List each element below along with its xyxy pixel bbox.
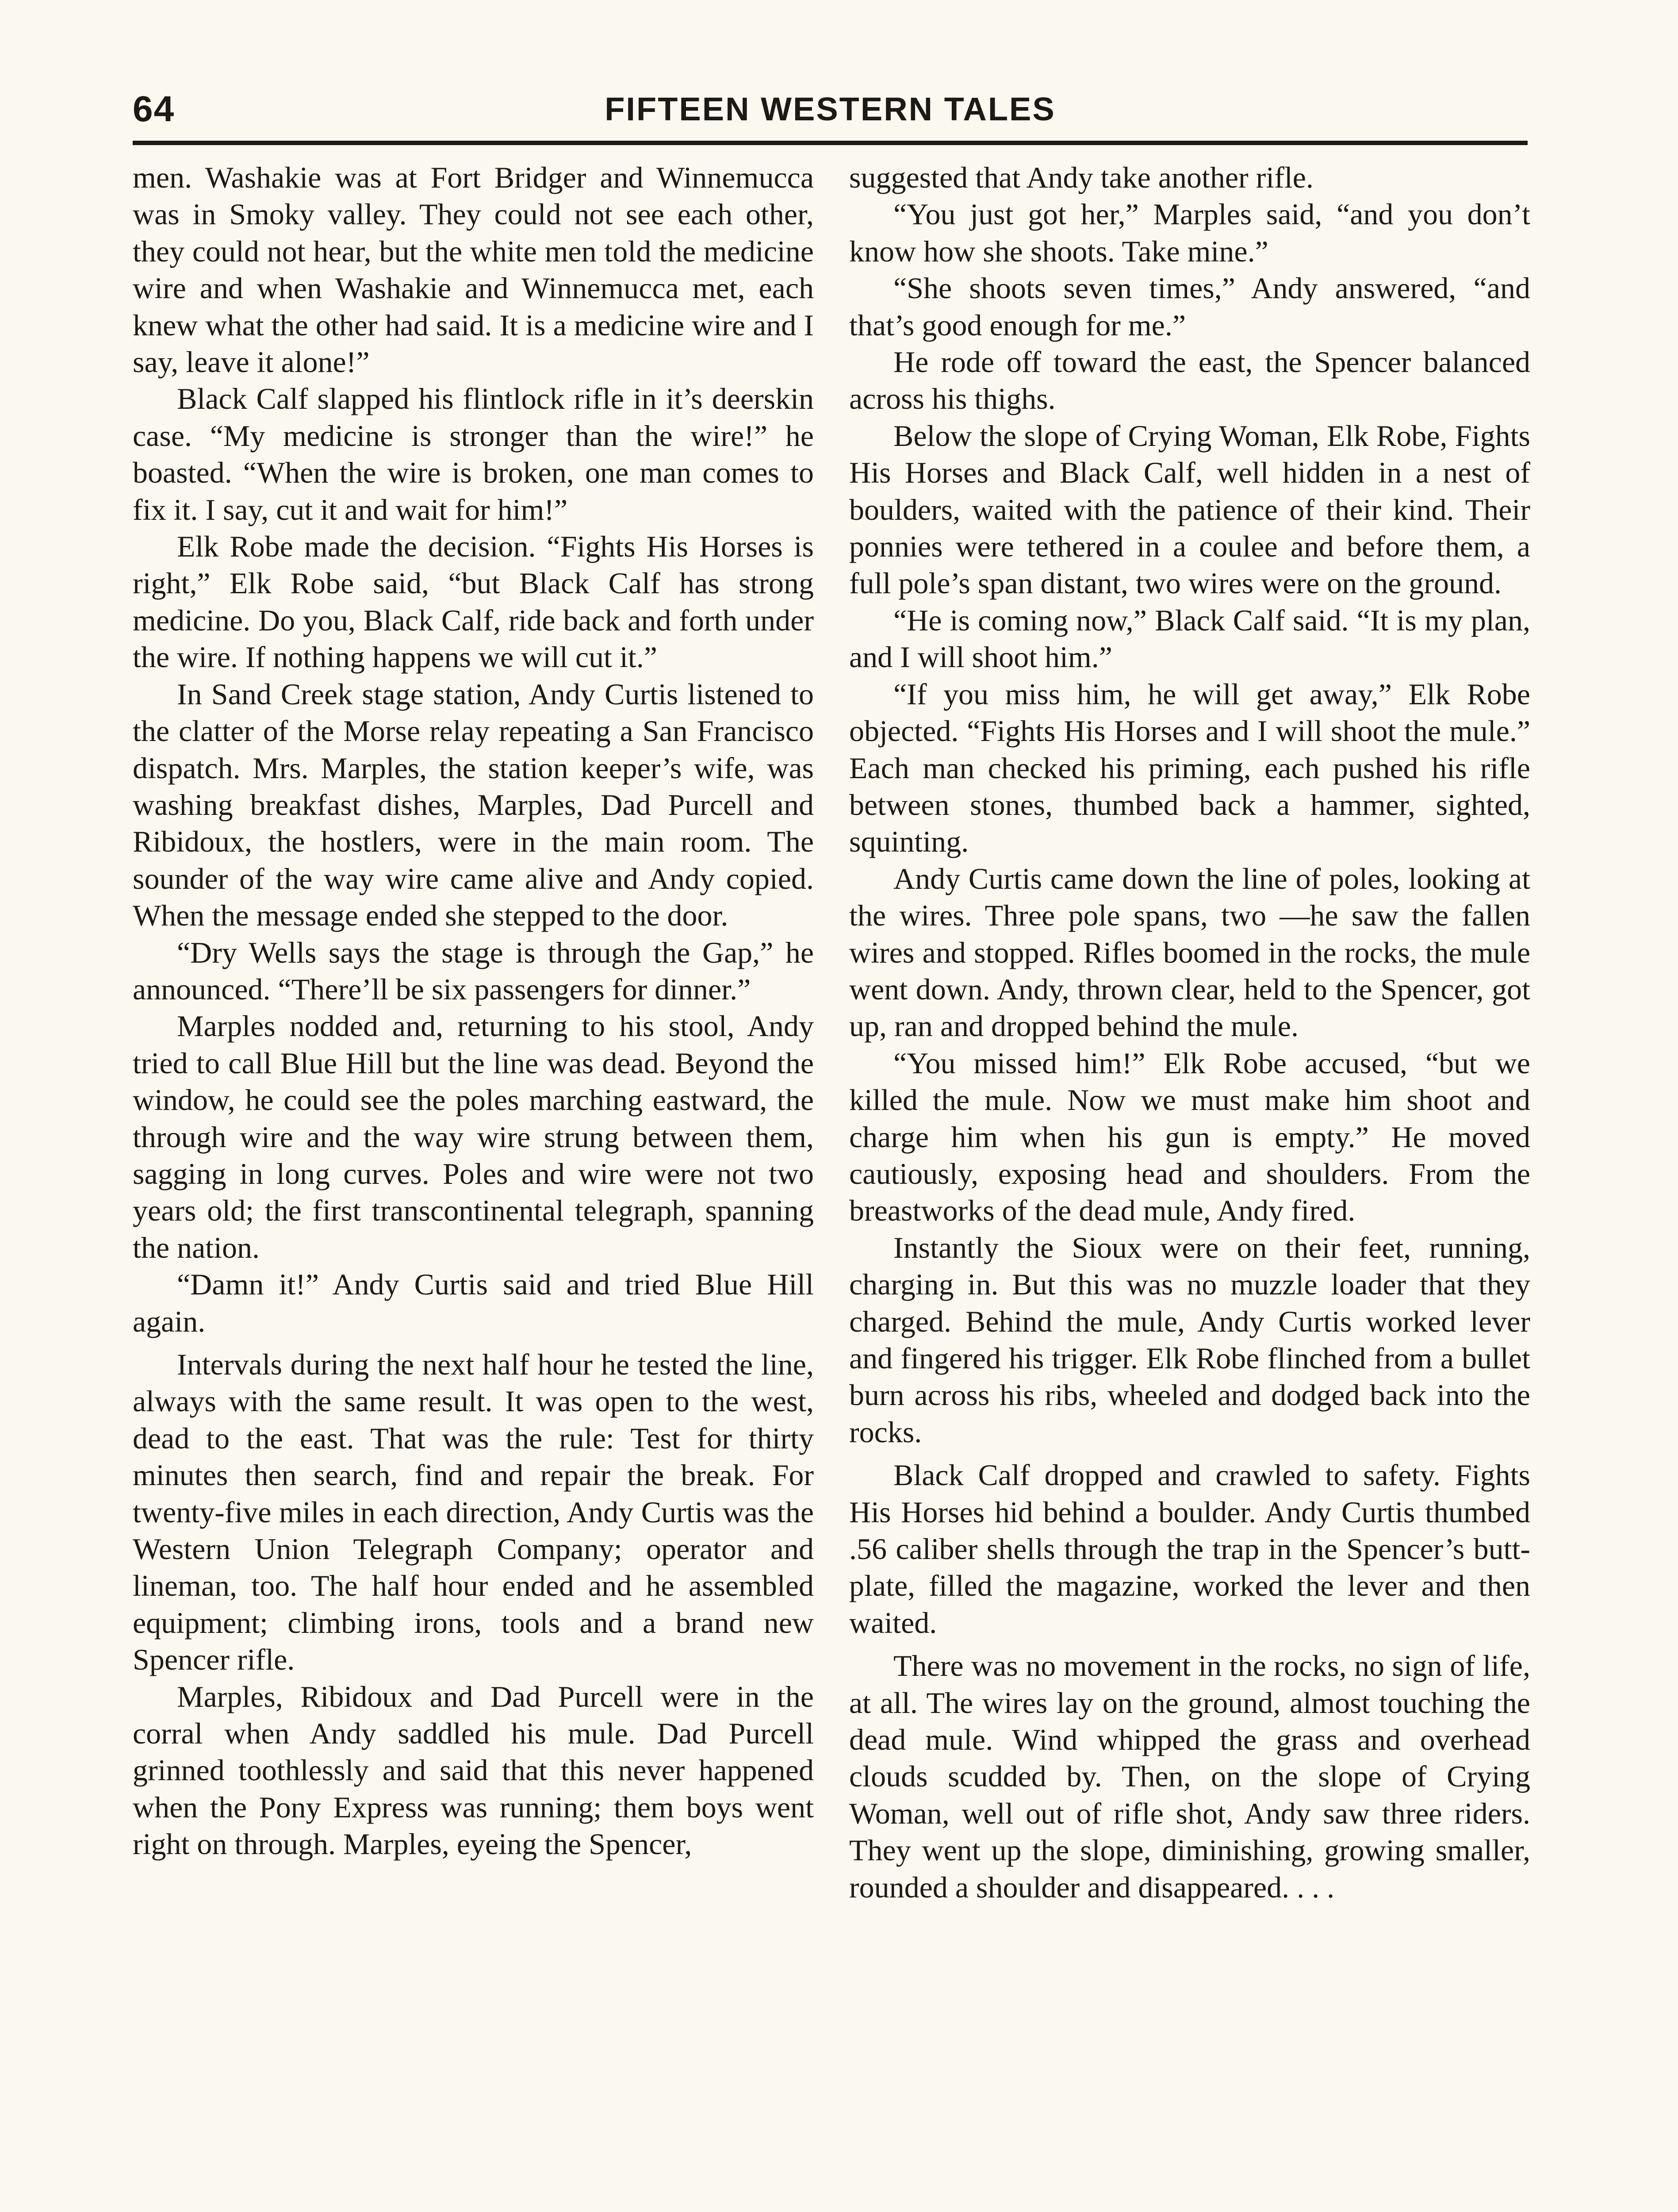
page-number: 64 bbox=[133, 89, 175, 129]
paragraph: There was no movement in the rocks, no sign of life, at all. The wires lay on the ground, almost touching the dead mule. Wind whipped the grass and overhead clouds scudded by. Then, on the slope of Crying Woman, well out of rifle shot, Andy saw three riders. They went up the slope, diminishing, growing smaller, rounded a shoulder and disappeared. . . . bbox=[849, 1649, 1530, 1904]
paragraph: In Sand Creek stage station, Andy Curtis listened to the clatter of the Morse relay repeating a San Francisco dispatch. Mrs. Marples, the station keeper’s wife, was washing breakfast dishes, Marples, Dad Purcell and Ribidoux, the hostlers, were in the main room. The sounder of the way wire came alive and Andy copied. When the message ended she stepped to the door. bbox=[133, 677, 814, 933]
paragraph: “You missed him!” Elk Robe accused, “but we killed the mule. Now we must make him shoot and charge him when his gun is empty.” He moved cautiously, exposing head and shoulders. From the breastworks of the dead mule, Andy fired. bbox=[849, 1046, 1530, 1228]
header-rule bbox=[133, 141, 1528, 145]
paragraph: Marples nodded and, returning to his stool, Andy tried to call Blue Hill but the line was dead. Beyond the window, he could see the poles marching eastward, the through wire and the way wire strung between them, sagging in long curves. Poles and wire were not two years old; the first transcontinental telegraph, spanning the nation. bbox=[133, 1009, 814, 1264]
paragraph: Instantly the Sioux were on their feet, running, charging in. But this was no muzzle loader that they charged. Behind the mule, Andy Curtis worked lever and fingered his trigger. Elk Robe flinched from a bullet burn across his ribs, wheeled and dodged back into the rocks. bbox=[849, 1230, 1530, 1449]
paragraph: Intervals during the next half hour he tested the line, always with the same result. It was open to the west, dead to the east. That was the rule: Test for thirty minutes then search, find and repair the break. For twenty-five miles in each direction, Andy Curtis was the Western Union Telegraph Company; operator and lineman, too. The half hour ended and he assembled equipment; climbing irons, tools and a brand new Spencer rifle. bbox=[133, 1348, 814, 1677]
paragraph: Black Calf slapped his flintlock rifle in it’s deerskin case. “My medicine is stronger than the wire!” he boasted. “When the wire is broken, one man comes to fix it. I say, cut it and wait for him!” bbox=[133, 382, 814, 526]
paragraph: “If you miss him, he will get away,” Elk Robe objected. “Fights His Horses and I will shoot the mule.” Each man checked his priming, each pushed his rifle between stones, thumbed back a hammer, sighted, squinting. bbox=[849, 677, 1530, 859]
paragraph: suggested that Andy take another rifle. bbox=[849, 161, 1314, 194]
paragraph: Black Calf dropped and crawled to safety. Fights His Horses hid behind a boulder. Andy Curtis thumbed .56 caliber shells through the trap in the Spencer’s butt-plate, filled the magazine, worked the lever and then waited. bbox=[849, 1458, 1530, 1640]
paragraph: He rode off toward the east, the Spencer balanced across his thighs. bbox=[849, 345, 1530, 416]
paragraph: “Damn it!” Andy Curtis said and tried Blue Hill again. bbox=[133, 1267, 814, 1338]
paragraph: men. Washakie was at Fort Bridger and Winnemucca was in Smoky valley. They could not see each other, they could not hear, but the white men told the medicine wire and when Washakie and Winnemucca met, each knew what the other had said. It is a medicine wire and I say, leave it alone!” bbox=[133, 161, 814, 379]
paragraph: “You just got her,” Marples said, “and you don’t know how she shoots. Take mine.” bbox=[849, 197, 1530, 268]
running-title: FIFTEEN WESTERN TALES bbox=[605, 91, 1056, 127]
right-column bbox=[849, 159, 1530, 1906]
paragraph: “She shoots seven times,” Andy answered, “and that’s good enough for me.” bbox=[849, 271, 1530, 342]
left-column bbox=[133, 159, 814, 1863]
paragraph: “He is coming now,” Black Calf said. “It is my plan, and I will shoot him.” bbox=[849, 603, 1530, 674]
paragraph: Below the slope of Crying Woman, Elk Robe, Fights His Horses and Black Calf, well hidden in a nest of boulders, waited with the patience of their kind. Their ponnies were tethered in a coulee and before them, a full pole’s span distant, two wires were on the ground. bbox=[849, 419, 1530, 600]
page-header bbox=[133, 88, 1528, 137]
paragraph: Andy Curtis came down the line of poles, looking at the wires. Three pole spans, two —he saw the fallen wires and stopped. Rifles boomed in the rocks, the mule went down. Andy, thrown clear, held to the Spencer, got up, ran and dropped behind the mule. bbox=[849, 861, 1530, 1043]
paragraph: Elk Robe made the decision. “Fights His Horses is right,” Elk Robe said, “but Black Calf has strong medicine. Do you, Black Calf, ride back and forth under the wire. If nothing happens we will cut it.” bbox=[133, 530, 814, 674]
paragraph: Marples, Ribidoux and Dad Purcell were in the corral when Andy saddled his mule. Dad Purcell grinned toothlessly and said that this never happened when the Pony Express was running; them boys went right on through. Marples, eyeing the Spencer, bbox=[133, 1679, 814, 1861]
paragraph: “Dry Wells says the stage is through the Gap,” he announced. “There’ll be six passengers for dinner.” bbox=[133, 935, 814, 1006]
